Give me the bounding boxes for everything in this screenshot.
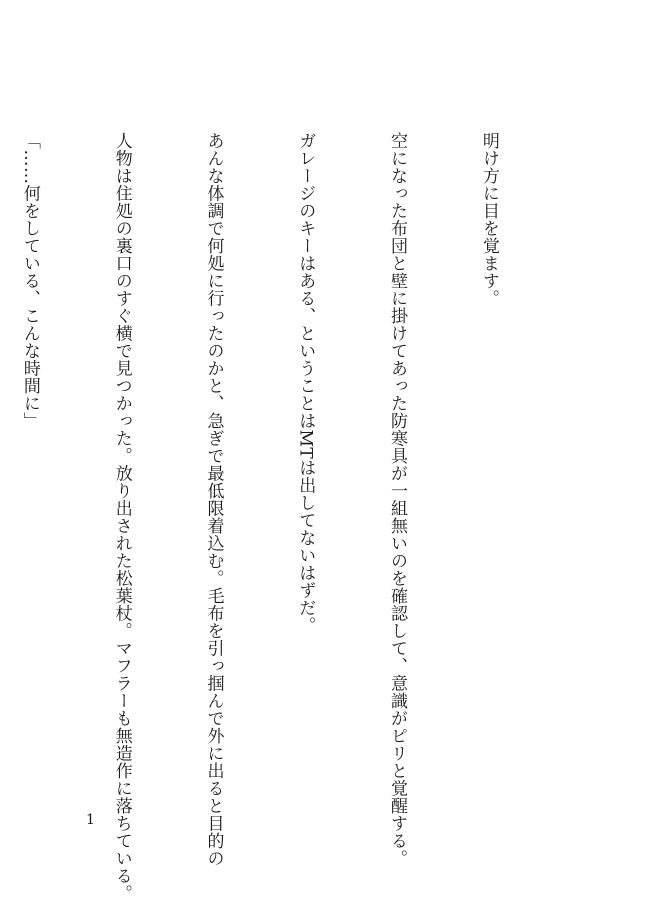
text-line: 空になった布団と壁に掛けてあった防寒具が一組無いのを確認して、意識がピリと覚醒する。 bbox=[387, 132, 408, 867]
page-number: 1 bbox=[86, 812, 95, 828]
text-line: 明け方に目を覚ます。 bbox=[478, 132, 499, 307]
vertical-body-text bbox=[19, 132, 565, 902]
text-line: 人物は住処の裏口のすぐ横で見つかった。放り出された松葉杖。マフラーも無造作に落ちている。 bbox=[111, 132, 132, 902]
text-line: ガレージのキーはある、ということはMTは出してないはずだ。 bbox=[295, 132, 316, 635]
text-line: あんな体調で何処に行ったのかと、急ぎで最低限着込む。毛布を引っ掴んで外に出ると目的の bbox=[203, 132, 224, 867]
text-line: 「……何をしている、こんな時間に」 bbox=[19, 132, 40, 430]
